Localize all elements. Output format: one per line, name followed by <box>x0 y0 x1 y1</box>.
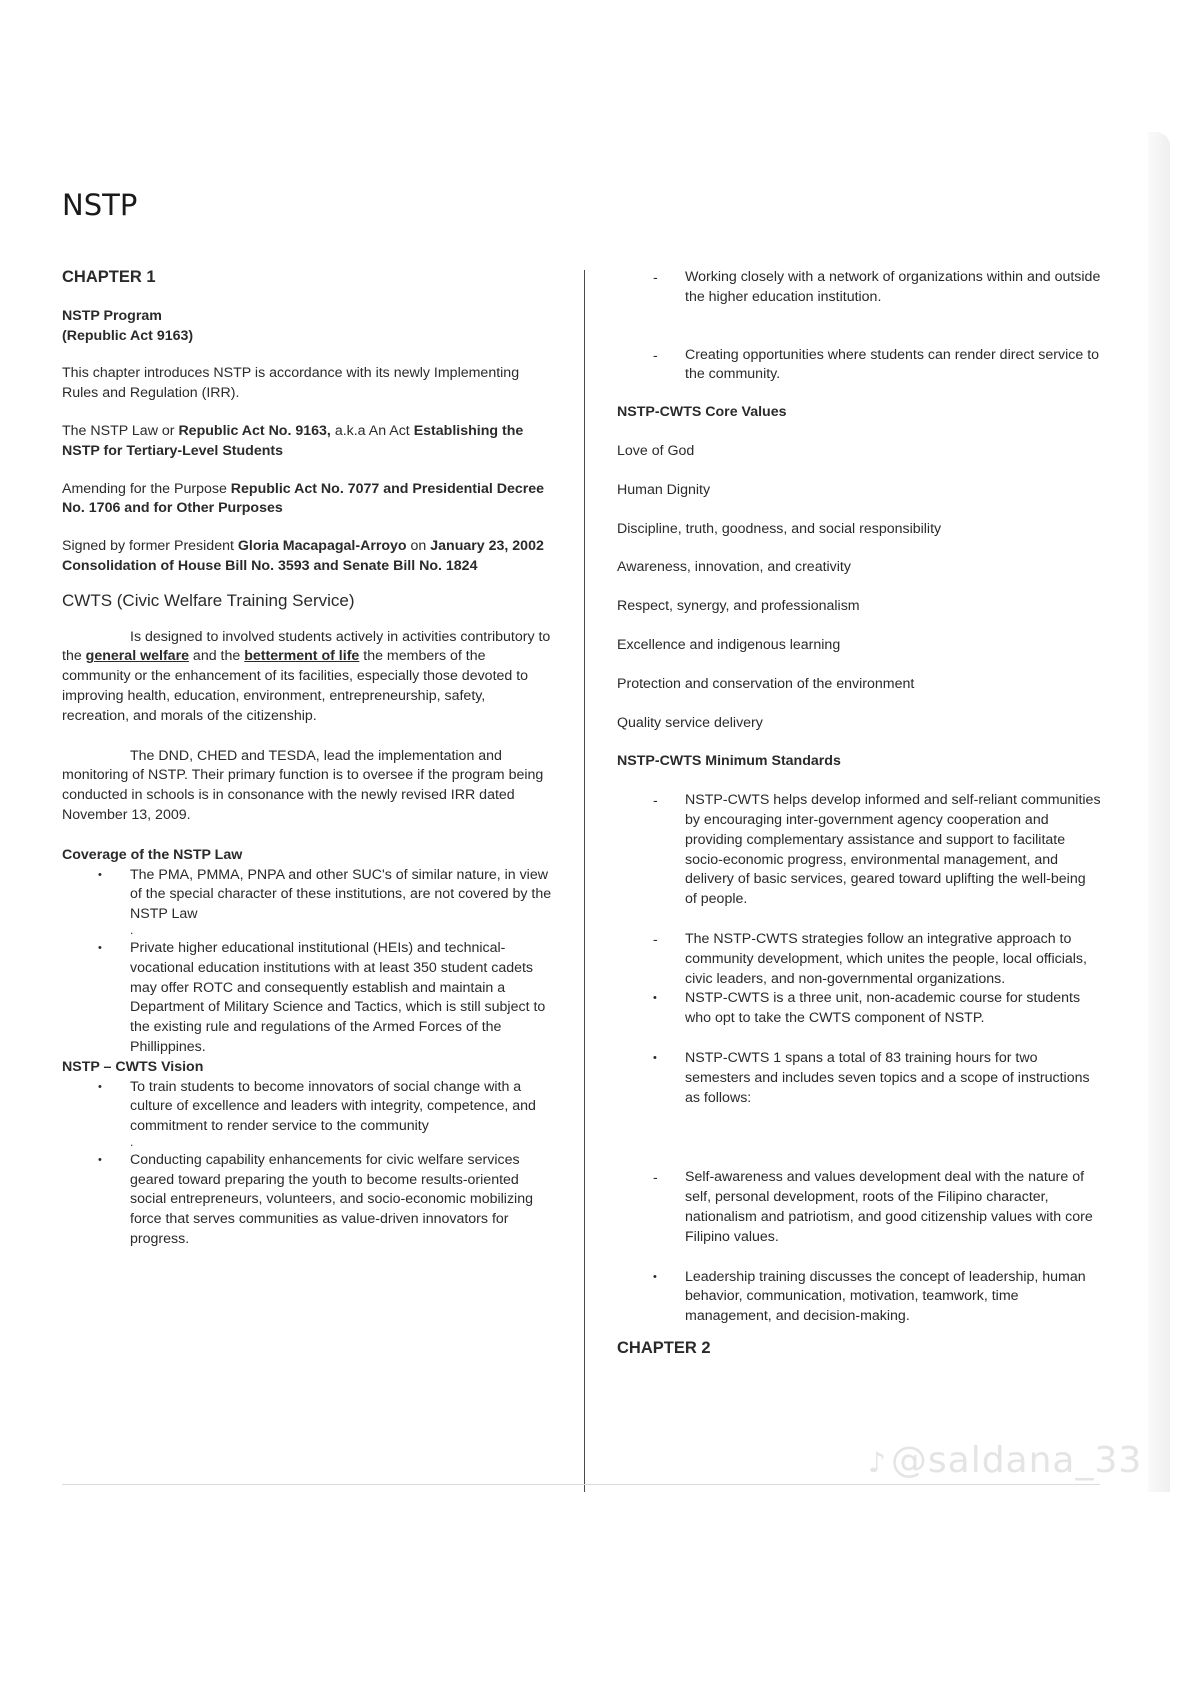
law-aka: a.k.a An Act <box>330 422 414 439</box>
right-column <box>617 268 1101 1378</box>
mission-list-cont <box>617 346 1101 386</box>
vision-item: • Conducting capability enhancements for civic welfare services geared toward preparing the youth to become results-oriented social entrepreneurs, volunteers, and socio-economic mobilizing force that serves communities as value-driven innovators for progress. <box>62 1151 554 1250</box>
standard-item: • NSTP-CWTS is a three unit, non-academic course for students who opt to take the CWTS component of NSTP. <box>617 989 1101 1029</box>
coverage-heading: Coverage of the NSTP Law <box>62 846 243 863</box>
topics-list-cont <box>617 1268 1101 1327</box>
chapter-1-heading: CHAPTER 1 <box>62 268 156 286</box>
signed-date: January 23, 2002 <box>430 538 544 555</box>
general-welfare-term: general welfare <box>85 648 189 665</box>
tiktok-icon: ♪ <box>868 1446 887 1479</box>
chapter-2-heading: CHAPTER 2 <box>617 1338 711 1357</box>
standards-list-cont <box>617 930 1101 1029</box>
program-act: (Republic Act 9163) <box>62 327 194 344</box>
signed-paragraph <box>62 537 554 557</box>
signed-on: on <box>406 538 431 555</box>
minimum-standards-heading: NSTP-CWTS Minimum Standards <box>617 753 841 770</box>
core-value: Awareness, innovation, and creativity <box>617 559 851 576</box>
cwts-definition <box>62 628 554 727</box>
mission-item: - Creating opportunities where students can render direct service to the community. <box>617 346 1101 386</box>
mission-item: - Working closely with a network of organizations within and outside the higher education institution. <box>617 268 1101 308</box>
page-edge-shadow <box>1148 132 1170 1492</box>
core-value: Protection and conservation of the environment <box>617 675 915 692</box>
coverage-list-cont <box>62 939 554 1058</box>
intro-paragraph: This chapter introduces NSTP is accordance with its newly Implementing Rules and Regulation (IRR). <box>62 365 520 402</box>
standard-item: - NSTP-CWTS helps develop informed and self-reliant communities by encouraging inter-government agency cooperation and providing complementary assistance and support to facilitate socio-economic progress, environmental management, and delivery of basic services, geared toward uplifting the well-being of people. <box>617 791 1101 910</box>
core-value: Love of God <box>617 442 695 459</box>
mission-list <box>617 268 1101 308</box>
vision-item: • To train students to become innovators of social change with a culture of excellence and leaders with integrity, competence, and commitment to render service to the community <box>62 1078 554 1137</box>
cwts-heading: CWTS (Civic Welfare Training Service) <box>62 590 355 610</box>
bottom-rule <box>62 1484 1100 1485</box>
left-column <box>62 268 554 1250</box>
coverage-item: • Private higher educational institutional (HEIs) and technical-vocational education institutions with at least 350 student cadets may offer ROTC and consequently establish and maintain a Department of Military Science and Tactics, which is still subject to the existing rule and regulations of the Armed Forces of the Phillippines. <box>62 939 554 1058</box>
core-values-heading: NSTP-CWTS Core Values <box>617 404 787 421</box>
amend-prefix: Amending for the Purpose <box>62 480 231 497</box>
topic-item: - Self-awareness and values development deal with the nature of self, personal development, roots of the Filipino character, nationalism and patriotism, and good citizenship values with core Filipino values. <box>617 1168 1101 1247</box>
president-name: Gloria Macapagal-Arroyo <box>237 538 407 555</box>
law-title: Establishing the NSTP for Tertiary-Level Students <box>62 422 524 459</box>
standards-list-cont2 <box>617 1049 1101 1108</box>
standard-item: - The NSTP-CWTS strategies follow an integrative approach to community development, which unites the people, local officials, civic leaders, and non-governmental organizations. <box>617 930 1101 989</box>
law-prefix: The NSTP Law or <box>62 422 179 439</box>
vision-list <box>62 1078 554 1137</box>
column-divider <box>584 270 585 1492</box>
vision-list-cont <box>62 1151 554 1250</box>
law-paragraph <box>62 422 554 462</box>
core-value: Discipline, truth, goodness, and social responsibility <box>617 520 942 537</box>
core-value: Respect, synergy, and professionalism <box>617 598 860 615</box>
cwts-def-part-b: and the <box>188 648 245 665</box>
watermark <box>868 1440 1142 1481</box>
core-value: Quality service delivery <box>617 714 763 731</box>
cwts-def-part-c: the members of the community or the enhancement of its facilities, especially those devoted to improving health, education, environment, entrepreneurship, safety, recreation, and morals of the citizenship. <box>62 648 529 724</box>
signed-prefix: Signed by former President <box>62 538 238 555</box>
consolidation-line: Consolidation of House Bill No. 3593 and Senate Bill No. 1824 <box>62 557 478 574</box>
amend-acts: Republic Act No. 7077 and Presidential Decree No. 1706 and for Other Purposes <box>62 480 545 517</box>
core-value: Human Dignity <box>617 481 711 498</box>
standards-list <box>617 791 1101 910</box>
amend-paragraph <box>62 480 554 520</box>
spacer-dot: . <box>130 1134 134 1149</box>
law-number: Republic Act No. 9163, <box>178 422 331 439</box>
topics-list <box>617 1168 1101 1247</box>
program-title: NSTP Program <box>62 307 162 324</box>
spacer-dot: . <box>130 922 134 937</box>
standard-item: • NSTP-CWTS 1 spans a total of 83 training hours for two semesters and includes seven topics and a scope of instructions as follows: <box>617 1049 1101 1108</box>
vision-heading: NSTP – CWTS Vision <box>62 1058 204 1075</box>
core-value: Excellence and indigenous learning <box>617 636 841 653</box>
betterment-of-life-term: betterment of life <box>244 648 360 665</box>
document-title: NSTP <box>62 188 138 222</box>
cwts-def-part-a: Is designed to involved students actively in activities contributory to the <box>62 628 551 665</box>
topic-item: • Leadership training discusses the concept of leadership, human behavior, communication, motivation, teamwork, time management, and decision-making. <box>617 1268 1101 1327</box>
coverage-list <box>62 866 554 925</box>
watermark-handle: @saldana_33 <box>890 1440 1143 1481</box>
coverage-item: • The PMA, PMMA, PNPA and other SUC's of similar nature, in view of the special character of these institutions, are not covered by the NSTP Law <box>62 866 554 925</box>
dnd-ched-tesda-paragraph: The DND, CHED and TESDA, lead the implementation and monitoring of NSTP. Their primary function is to oversee if the program being conducted in schools is in consonance with the newly revised IRR dated November 13, 2009. <box>62 747 544 823</box>
